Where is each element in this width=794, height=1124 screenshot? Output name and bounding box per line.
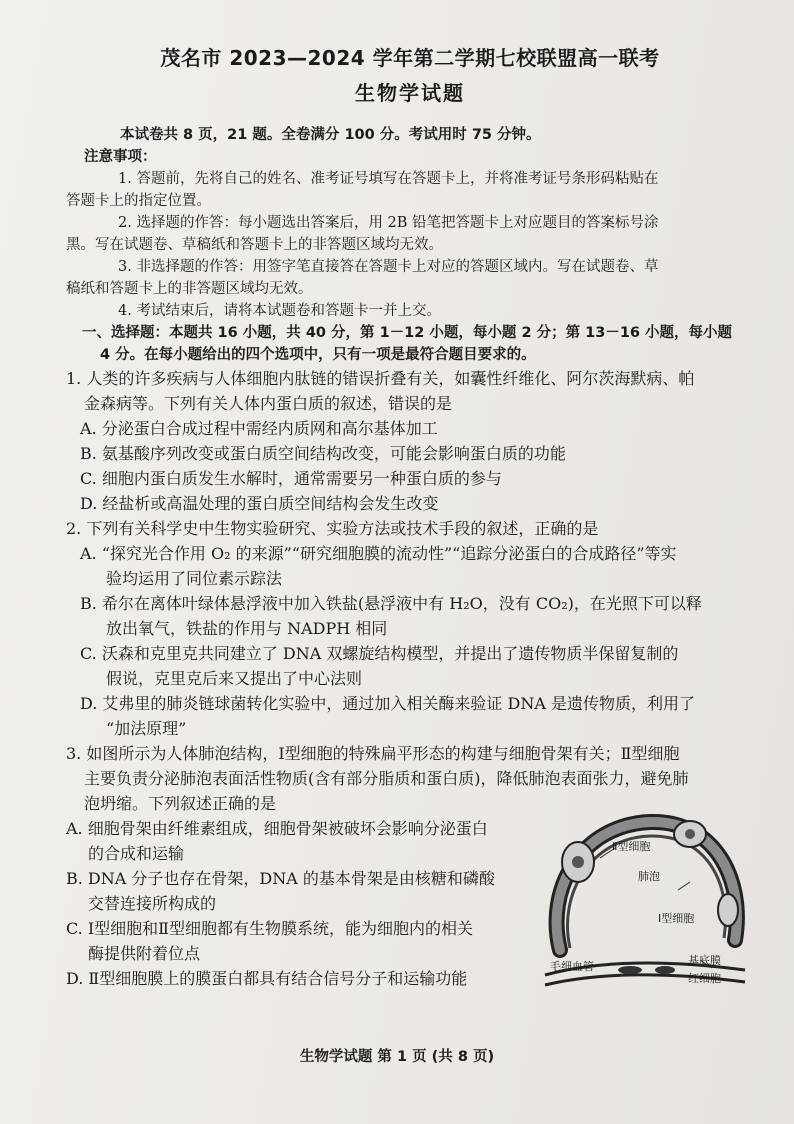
- question-stem-cont: 金森病等。下列有关人体内蛋白质的叙述，错误的是: [84, 394, 453, 413]
- option-d: D. Ⅱ型细胞膜上的膜蛋白都具有结合信号分子和运输功能: [66, 969, 468, 988]
- option-a: A. “探究光合作用 O₂ 的来源”“研究细胞膜的流动性”“追踪分泌蛋白的合成路径”等实: [80, 544, 677, 563]
- option-c: C. 沃森和克里克共同建立了 DNA 双螺旋结构模型，并提出了遗传物质半保留复制的: [80, 644, 679, 663]
- page-footer: 生物学试题 第 1 页 (共 8 页): [299, 1049, 495, 1065]
- notice-line: 4. 考试结束后，请将本试题卷和答题卡一并上交。: [118, 303, 441, 319]
- option-b: B. DNA 分子也存在骨架，DNA 的基本骨架是由核糖和磷酸: [66, 869, 495, 888]
- exam-title: 茂名市 2023—2024 学年第二学期七校联盟高一联考: [160, 46, 660, 70]
- question-stem-cont: 主要负责分泌肺泡表面活性物质(含有部分脂质和蛋白质)，降低肺泡表面张力，避免肺: [84, 769, 689, 788]
- option-d: D. 艾弗里的肺炎链球菌转化实验中，通过加入相关酶来验证 DNA 是遗传物质，利用了: [80, 694, 695, 713]
- option-a-cont: 的合成和运输: [88, 844, 185, 863]
- label-red-blood-cell: 红细胞: [688, 972, 721, 985]
- question-stem: 1. 人类的许多疾病与人体细胞内肽链的错误折叠有关，如囊性纤维化、阿尔茨海默病、帕: [66, 369, 695, 388]
- notice-line: 3. 非选择题的作答：用签字笔直接答在答题卡上对应的答题区域内。写在试题卷、草: [118, 259, 659, 275]
- label-alveolus: 肺泡: [638, 870, 660, 883]
- notice-line: 稿纸和答题卡上的非答题区域均无效。: [66, 281, 313, 297]
- option-b: B. 希尔在离体叶绿体悬浮液中加入铁盐(悬浮液中有 H₂O，没有 CO₂)，在光照下可以释: [80, 594, 702, 613]
- alveolus-figure: [540, 800, 750, 990]
- notice-line: 黑。写在试题卷、草稿纸和答题卡上的非答题区域均无效。: [66, 237, 443, 253]
- option-d-cont: “加法原理”: [106, 719, 187, 738]
- option-d: D. 经盐析或高温处理的蛋白质空间结构会发生改变: [80, 494, 439, 513]
- exam-subtitle: 生物学试题: [355, 81, 465, 105]
- option-b-cont: 放出氧气，铁盐的作用与 NADPH 相同: [106, 619, 388, 638]
- question-2: [66, 516, 754, 741]
- option-c: C. 细胞内蛋白质发生水解时，通常需要另一种蛋白质的参与: [80, 469, 502, 488]
- option-a-cont: 验均运用了同位素示踪法: [106, 569, 283, 588]
- notice-heading: 注意事项：: [84, 149, 157, 165]
- option-b: B. 氨基酸序列改变或蛋白质空间结构改变，可能会影响蛋白质的功能: [80, 444, 566, 463]
- section-heading-cont: 4 分。在每小题给出的四个选项中，只有一项是最符合题目要求的。: [100, 347, 536, 363]
- question-1: [66, 366, 754, 516]
- notice-line: 答题卡上的指定位置。: [66, 193, 211, 209]
- exam-intro: 本试卷共 8 页，21 题。全卷满分 100 分。考试用时 75 分钟。: [120, 127, 541, 143]
- option-c-cont: 假说，克里克后来又提出了中心法则: [106, 669, 363, 688]
- notice-line: 1. 答题前，先将自己的姓名、准考证号填写在答题卡上，并将准考证号条形码粘贴在: [118, 171, 659, 187]
- label-basement-membrane: 基底膜: [688, 954, 721, 967]
- option-a: A. 分泌蛋白合成过程中需经内质网和高尔基体加工: [80, 419, 438, 438]
- notice-line: 2. 选择题的作答：每小题选出答案后，用 2B 铅笔把答题卡上对应题目的答案标号涂: [118, 215, 659, 231]
- question-stem: 2. 下列有关科学史中生物实验研究、实验方法或技术手段的叙述，正确的是: [66, 519, 599, 538]
- question-stem-cont: 泡坍缩。下列叙述正确的是: [84, 794, 277, 813]
- option-c-cont: 酶提供附着位点: [88, 944, 201, 963]
- option-b-cont: 交替连接所构成的: [88, 894, 217, 913]
- option-c: C. Ⅰ型细胞和Ⅱ型细胞都有生物膜系统，能为细胞内的相关: [66, 919, 474, 938]
- label-type1-cell: Ⅰ型细胞: [658, 912, 695, 925]
- label-type2-cell: Ⅱ型细胞: [612, 840, 651, 853]
- section-heading: 一、选择题：本题共 16 小题，共 40 分，第 1－12 小题，每小题 2 分；第 13－16 小题，每小题: [82, 325, 733, 341]
- label-capillary: 毛细血管: [550, 960, 594, 973]
- option-a: A. 细胞骨架由纤维素组成，细胞骨架被破坏会影响分泌蛋白: [66, 819, 488, 838]
- question-stem: 3. 如图所示为人体肺泡结构，Ⅰ型细胞的特殊扁平形态的构建与细胞骨架有关；Ⅱ型细胞: [66, 744, 680, 763]
